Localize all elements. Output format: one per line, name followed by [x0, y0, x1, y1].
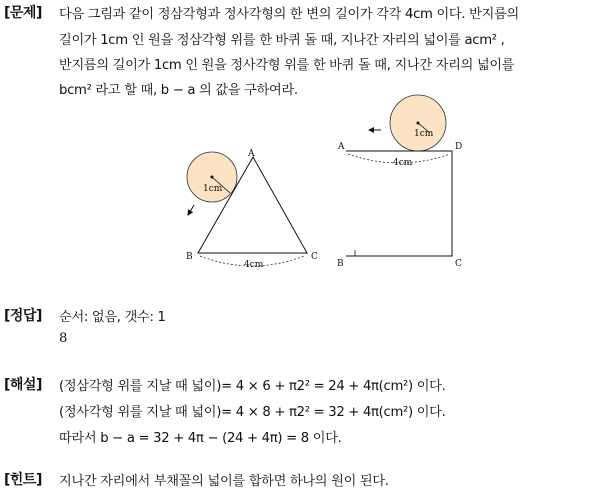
center-dot-triangle [211, 176, 214, 179]
hint-text: 지나간 자리에서 부채꼴의 넓이를 합하면 하나의 원이 된다. [59, 474, 389, 489]
vertex-label-c: C [311, 252, 318, 262]
problem-line-1: 다음 그림과 같이 정삼각형과 정사각형의 한 변의 길이가 각각 4cm 이다. 반지름의 [59, 7, 519, 22]
side-length-label-square: 4cm [393, 158, 413, 168]
problem-line-3: 반지름의 길이가 1cm 인 원을 정사각형 위를 한 바퀴 돌 때, 지나간 자리의 넓이를 [59, 58, 515, 73]
circle-radius-label-triangle: 1cm [203, 184, 223, 194]
vertex-label-a: A [248, 149, 255, 159]
explanation-line-1: (정삼각형 위를 지날 때 넓이)= 4 × 6 + π2² = 24 + 4π(cm²) 이다. [59, 379, 446, 394]
hint-label: [힌트] [4, 472, 42, 488]
answer-value: 8 [59, 331, 68, 346]
side-length-label-triangle: 4cm [244, 260, 264, 270]
answer-meta: 순서: 없음, 갯수: 1 [59, 310, 166, 325]
vertex-label-c-square: C [455, 259, 462, 269]
square-figure [337, 95, 462, 269]
explanation-line-2: (정사각형 위를 지날 때 넓이)= 4 × 8 + π2² = 32 + 4π(cm²) 이다. [59, 405, 446, 420]
explanation-label: [해설] [4, 377, 42, 393]
vertex-label-d-square: D [455, 142, 463, 152]
problem-label: [문제] [4, 5, 42, 21]
explanation-line-3: 따라서 b − a = 32 + 4π − (24 + 4π) = 8 이다. [59, 431, 342, 446]
vertex-label-b-square: B [337, 259, 344, 269]
direction-arrow-triangle [188, 205, 194, 215]
answer-label: [정답] [4, 308, 42, 324]
problem-line-2: 길이가 1cm 인 원을 정삼각형 위를 한 바퀴 돌 때, 지나간 자리의 넓이를 acm² , [59, 33, 505, 48]
vertex-label-a-square: A [338, 142, 345, 152]
circle-radius-label-square: 1cm [414, 129, 434, 139]
center-dot-square [417, 122, 420, 125]
problem-line-4: bcm² 라고 할 때, b − a 의 값을 구하여라. [59, 83, 298, 98]
triangle-figure [186, 149, 318, 270]
vertex-label-b: B [186, 252, 193, 262]
